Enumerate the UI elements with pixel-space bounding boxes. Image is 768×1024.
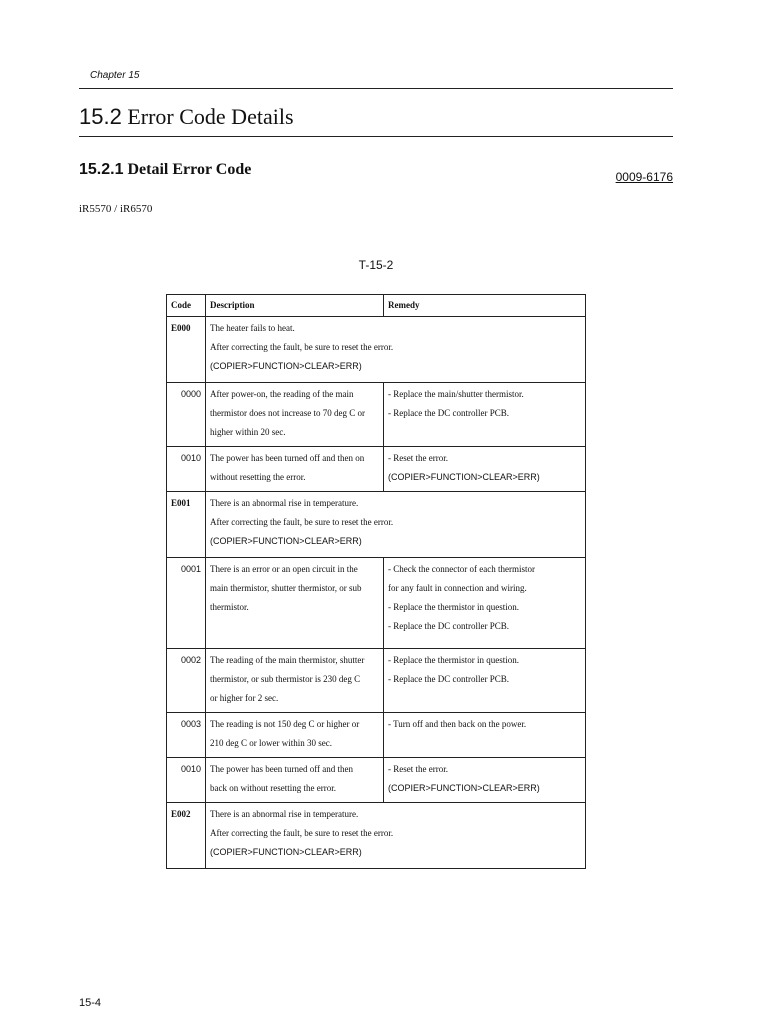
table-row <box>167 758 586 803</box>
remedy-line: - Reset the error. <box>388 453 448 463</box>
detail-remedy <box>384 447 586 492</box>
error-code: E001 <box>167 492 206 558</box>
table-row <box>167 383 586 447</box>
description-line: The reading is not 150 deg C or higher or <box>210 719 360 729</box>
description-line: The power has been turned off and then <box>210 764 354 774</box>
detail-code: 0010 <box>167 447 206 492</box>
detail-description <box>206 383 384 447</box>
table-header-row <box>167 295 586 317</box>
description-line: thermistor does not increase to 70 deg C or <box>210 408 365 418</box>
remedy-line: (COPIER>FUNCTION>CLEAR>ERR) <box>388 472 540 482</box>
detail-code: 0001 <box>167 558 206 649</box>
section-heading: Error Code Details <box>127 104 294 129</box>
table-title: T-15-2 <box>358 258 394 272</box>
remedy-line: - Reset the error. <box>388 764 448 774</box>
section-title <box>79 104 294 130</box>
detail-remedy <box>384 649 586 713</box>
detail-code: 0002 <box>167 649 206 713</box>
detail-description <box>206 447 384 492</box>
description-line: There is an error or an open circuit in the <box>210 564 358 574</box>
model-names: iR5570 / iR6570 <box>79 203 153 215</box>
description-line: (COPIER>FUNCTION>CLEAR>ERR) <box>210 536 362 546</box>
table-row <box>167 713 586 758</box>
description-line: without resetting the error. <box>210 472 306 482</box>
table-row <box>167 492 586 558</box>
description-line: The heater fails to heat. <box>210 323 295 333</box>
table-row <box>167 447 586 492</box>
description-line: higher within 20 sec. <box>210 427 286 437</box>
description-line: The power has been turned off and then on <box>210 453 365 463</box>
detail-code: 0010 <box>167 758 206 803</box>
detail-description <box>206 558 384 649</box>
description-line: After correcting the fault, be sure to reset the error. <box>210 342 394 352</box>
document-code: 0009-6176 <box>615 170 673 184</box>
description-line: 210 deg C or lower within 30 sec. <box>210 738 332 748</box>
description-line: After correcting the fault, be sure to reset the error. <box>210 517 394 527</box>
description-line: There is an abnormal rise in temperature. <box>210 809 359 819</box>
error-description <box>206 492 586 558</box>
detail-description <box>206 758 384 803</box>
description-line: There is an abnormal rise in temperature. <box>210 498 359 508</box>
description-line: or higher for 2 sec. <box>210 693 279 703</box>
description-line: thermistor, or sub thermistor is 230 deg C <box>210 674 361 684</box>
remedy-line: - Replace the thermistor in question. <box>388 655 519 665</box>
detail-description <box>206 713 384 758</box>
error-code: E000 <box>167 317 206 383</box>
error-code-table <box>166 294 586 869</box>
header-remedy: Remedy <box>384 295 586 317</box>
table-body <box>167 317 586 869</box>
header-rule <box>79 88 673 89</box>
detail-code: 0003 <box>167 713 206 758</box>
detail-remedy <box>384 558 586 649</box>
subsection-number: 15.2.1 <box>79 161 124 178</box>
description-line: The reading of the main thermistor, shutter <box>210 655 365 665</box>
remedy-line: - Replace the DC controller PCB. <box>388 408 509 418</box>
description-line: (COPIER>FUNCTION>CLEAR>ERR) <box>210 847 362 857</box>
remedy-line: - Turn off and then back on the power. <box>388 719 527 729</box>
error-code: E002 <box>167 803 206 869</box>
section-rule <box>79 136 673 137</box>
description-line: After correcting the fault, be sure to reset the error. <box>210 828 394 838</box>
error-description <box>206 317 586 383</box>
description-line: main thermistor, shutter thermistor, or sub <box>210 583 362 593</box>
subsection-heading: Detail Error Code <box>127 161 252 178</box>
detail-remedy <box>384 383 586 447</box>
header-description: Description <box>206 295 384 317</box>
detail-description <box>206 649 384 713</box>
detail-remedy <box>384 713 586 758</box>
table-row <box>167 317 586 383</box>
remedy-line: - Check the connector of each thermistor <box>388 564 535 574</box>
error-description <box>206 803 586 869</box>
description-line: thermistor. <box>210 602 249 612</box>
remedy-line: for any fault in connection and wiring. <box>388 583 527 593</box>
remedy-line: - Replace the thermistor in question. <box>388 602 519 612</box>
table-row <box>167 649 586 713</box>
description-line: After power-on, the reading of the main <box>210 389 354 399</box>
table-row <box>167 803 586 869</box>
header-code: Code <box>167 295 206 317</box>
remedy-line: - Replace the DC controller PCB. <box>388 674 509 684</box>
chapter-label: Chapter 15 <box>90 70 140 81</box>
detail-remedy <box>384 758 586 803</box>
subsection-title <box>79 161 251 179</box>
description-line: back on without resetting the error. <box>210 783 336 793</box>
remedy-line: - Replace the DC controller PCB. <box>388 621 509 631</box>
table-row <box>167 558 586 649</box>
section-number: 15.2 <box>79 104 122 129</box>
description-line: (COPIER>FUNCTION>CLEAR>ERR) <box>210 361 362 371</box>
page-number: 15-4 <box>79 997 102 1009</box>
remedy-line: (COPIER>FUNCTION>CLEAR>ERR) <box>388 783 540 793</box>
remedy-line: - Replace the main/shutter thermistor. <box>388 389 524 399</box>
detail-code: 0000 <box>167 383 206 447</box>
